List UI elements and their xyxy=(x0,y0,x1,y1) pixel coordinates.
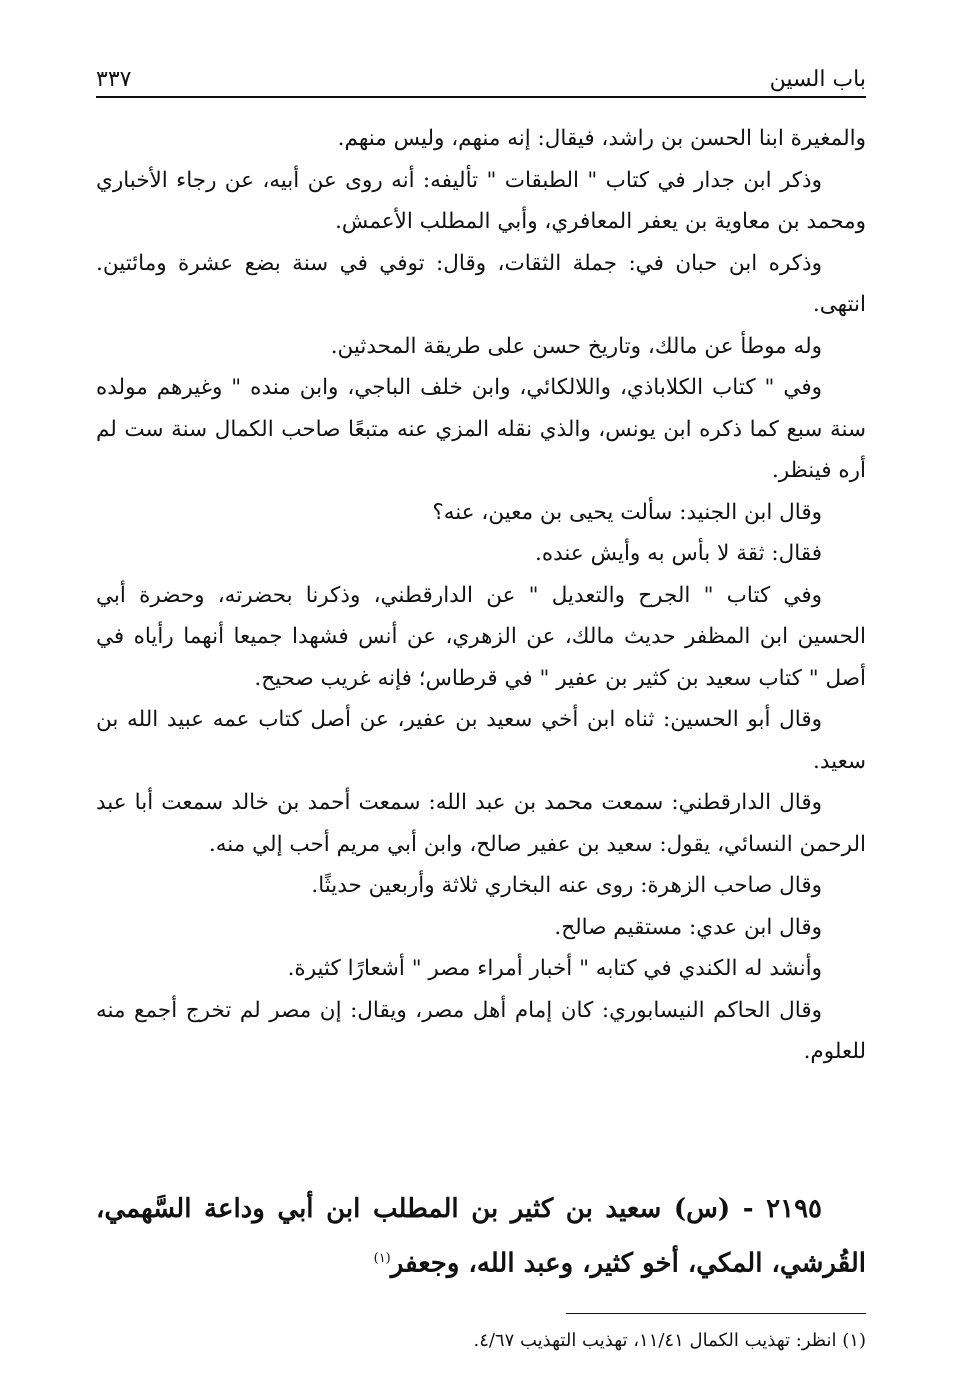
entry-title: ٢١٩٥ - (س) سعيد بن كثير بن المطلب ابن أبي وداعة السَّهمي، القُرشي، المكي، أخو كثير، وعبد الله، وجعفر xyxy=(96,1194,866,1279)
footnote-divider xyxy=(566,1313,866,1314)
paragraph: وفي " كتاب الكلاباذي، واللالكائي، وابن خلف الباجي، وابن منده " وغيرهم مولده سنة سبع كما ذكره ابن يونس، والذي نقله المزي عنه متبعًا صاحب الكمال سنة ست لم أره فينظر. xyxy=(96,375,866,483)
paragraph: وقال الدارقطني: سمعت محمد بن عبد الله: سمعت أحمد بن خالد سمعت أبا عبد الرحمن النسائي، يقول: سعيد بن عفير صالح، وابن أبي مريم أحب إلي منه. xyxy=(96,790,866,857)
entry-heading xyxy=(96,1184,866,1289)
footnote-marker: (١) xyxy=(373,1251,391,1266)
paragraph: وذكره ابن حبان في: جملة الثقات، وقال: توفي في سنة بضع عشرة ومائتين. انتهى. xyxy=(96,250,866,317)
paragraph: والمغيرة ابنا الحسن بن راشد، فيقال: إنه منهم، وليس منهم. xyxy=(337,126,866,151)
footnote xyxy=(96,1326,866,1356)
paragraph: فقال: ثقة لا بأس به وأيش عنده. xyxy=(535,541,822,566)
paragraph: وقال ابن الجنيد: سألت يحيى بن معين، عنه؟ xyxy=(432,499,822,525)
main-text xyxy=(96,118,866,1073)
paragraph: وله موطأ عن مالك، وتاريخ حسن على طريقة المحدثين. xyxy=(330,333,822,359)
paragraph: وقال أبو الحسين: ثناه ابن أخي سعيد بن عفير، عن أصل كتاب عمه عبيد الله بن سعيد. xyxy=(96,707,866,774)
book-page xyxy=(96,48,866,1351)
paragraph: وفي كتاب " الجرح والتعديل " عن الدارقطني، وذكرنا بحضرته، وحضرة أبي الحسين ابن المظفر حديث مالك، عن الزهري، عن أنس فشهدا جميعا أنهما رأياه في أصل " كتاب سعيد بن كثير بن عفير " في قرطاس؛ فإنه غريب صحيح. xyxy=(96,582,866,691)
chapter-title: باب السين xyxy=(769,67,866,92)
paragraph: وقال صاحب الزهرة: روى عنه البخاري ثلاثة وأربعين حديثًا. xyxy=(311,873,822,898)
paragraph: وقال ابن عدي: مستقيم صالح. xyxy=(554,914,822,940)
header-divider xyxy=(96,96,866,98)
paragraph: وقال الحاكم النيسابوري: كان إمام أهل مصر، ويقال: إن مصر لم تخرج أجمع منه للعلوم. xyxy=(96,997,866,1064)
page-header xyxy=(96,48,866,92)
page-number: ٣٣٧ xyxy=(96,67,132,92)
footnote-text: (١) انظر: تهذيب الكمال ١١/٤١، تهذيب التهذيب ٤/٦٧. xyxy=(473,1330,866,1351)
paragraph: وذكر ابن جدار في كتاب " الطبقات " تأليفه: أنه روى عن أبيه، عن رجاء الأخباري ومحمد بن معاوية بن يعفر المعافري، وأبي المطلب الأعمش. xyxy=(96,167,866,234)
entry-paragraph xyxy=(96,1184,866,1289)
paragraph: وأنشد له الكندي في كتابه " أخبار أمراء مصر " أشعارًا كثيرة. xyxy=(287,956,822,981)
